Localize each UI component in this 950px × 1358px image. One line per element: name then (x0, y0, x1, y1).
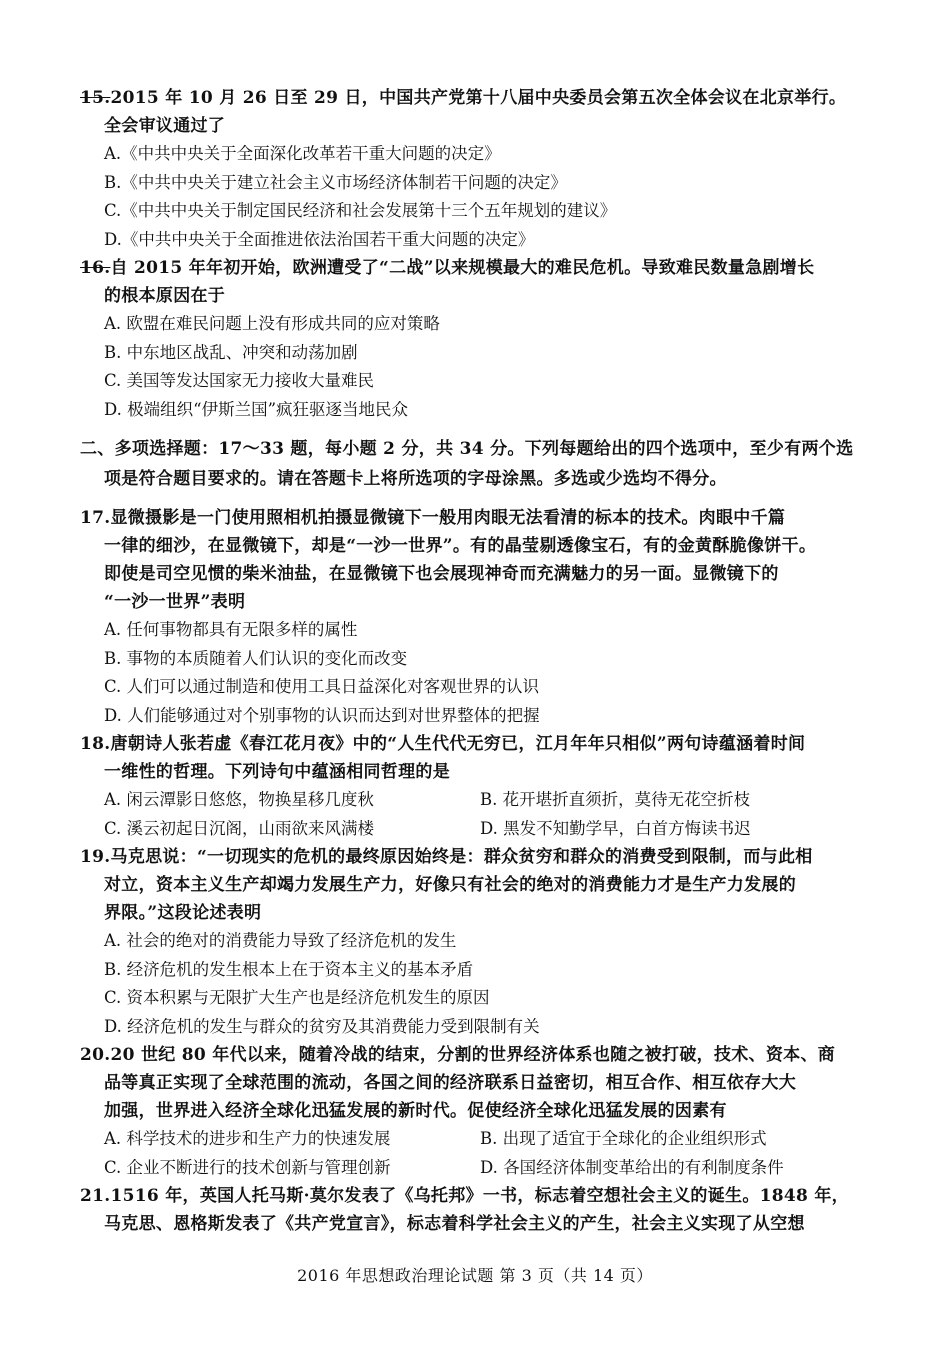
option-d: D. 各国经济体制变革给出的有利制度条件 (480, 1157, 784, 1177)
question-17 (80, 504, 880, 730)
option-b: B. 经济危机的发生根本上在于资本主义的基本矛盾 (104, 959, 474, 979)
question-stem-line: 20.20 世纪 80 年代以来，随着冷战的结束，分割的世界经济体系也随之被打破，技术、资本、商 (80, 1041, 880, 1069)
option-row (80, 786, 880, 815)
option-c: C. 资本积累与无限扩大生产也是经济危机发生的原因 (104, 988, 490, 1007)
question-stem-line: 19.马克思说：“一切现实的危机的最终原因始终是：群众贫穷和群众的消费受到限制，而与此相 (80, 843, 880, 871)
option-c: C. 美国等发达国家无力接收大量难民 (104, 371, 375, 390)
option-c: C. 人们可以通过制造和使用工具日益深化对客观世界的认识 (104, 677, 540, 696)
option-d: D. 黑发不知勤学早，白首方悔读书迟 (480, 818, 751, 838)
option-b: B. 事物的本质随着人们认识的变化而改变 (104, 648, 408, 668)
question-number: 17. (80, 508, 111, 528)
question-number: 19. (80, 847, 111, 867)
question-number: 15. (80, 88, 111, 108)
question-number: 21. (80, 1186, 111, 1206)
question-20 (80, 1041, 880, 1182)
question-stem-line: 马克思、恩格斯发表了《共产党宣言》，标志着科学社会主义的产生，社会主义实现了从空想 (104, 1214, 805, 1234)
option-row (80, 1125, 880, 1154)
option-a: A. 欧盟在难民问题上没有形成共同的应对策略 (104, 314, 440, 333)
question-number: 18. (80, 734, 111, 754)
option-d: D. 经济危机的发生与群众的贫穷及其消费能力受到限制有关 (104, 1016, 540, 1036)
question-19 (80, 843, 880, 1041)
question-stem-line: 一律的细沙，在显微镜下，却是“一沙一世界”。有的晶莹剔透像宝石，有的金黄酥脆像饼干。 (104, 536, 817, 556)
question-15 (80, 84, 880, 254)
option-b: B.《中共中央关于建立社会主义市场经济体制若干问题的决定》 (104, 172, 567, 192)
option-d: D. 人们能够通过对个别事物的认识而达到对世界整体的把握 (104, 705, 540, 725)
question-stem-line: 品等真正实现了全球范围的流动，各国之间的经济联系日益密切，相互合作、相互依存大大 (104, 1073, 796, 1093)
option-b: B. 中东地区战乱、冲突和动荡加剧 (104, 342, 358, 362)
option-d: D.《中共中央关于全面推进依法治国若干重大问题的决定》 (104, 229, 535, 249)
question-stem-line: 加强，世界进入经济全球化迅猛发展的新时代。促使经济全球化迅猛发展的因素有 (104, 1101, 727, 1121)
question-stem-line: 即使是司空见惯的柴米油盐，在显微镜下也会展现神奇而充满魅力的另一面。显微镜下的 (104, 564, 779, 584)
question-stem-line: 17.显微摄影是一门使用照相机拍摄显微镜下一般用肉眼无法看清的标本的技术。肉眼中千篇 (80, 504, 880, 532)
question-stem-line: 的根本原因在于 (104, 286, 226, 306)
question-number: 20. (80, 1045, 111, 1065)
option-row (80, 1154, 880, 1183)
option-a: A. 闲云潭影日悠悠，物换星移几度秋 (104, 790, 374, 809)
question-18 (80, 730, 880, 843)
question-stem-line: 16.自 2015 年年初开始，欧洲遭受了“二战”以来规模最大的难民危机。导致难民数量急剧增长 (80, 254, 880, 282)
option-c: C. 企业不断进行的技术创新与管理创新 (104, 1157, 391, 1177)
question-stem-line: 18.唐朝诗人张若虚《春江花月夜》中的“人生代代无穷已，江月年年只相似”两句诗蕴涵着时间 (80, 730, 880, 758)
question-stem-line: 界限。”这段论述表明 (104, 903, 262, 923)
question-stem-line: 全会审议通过了 (104, 116, 226, 136)
question-stem-line: 一维性的哲理。下列诗句中蕴涵相同哲理的是 (104, 762, 450, 782)
option-d: D. 极端组织“伊斯兰国”疯狂驱逐当地民众 (104, 399, 409, 419)
option-c: C.《中共中央关于制定国民经济和社会发展第十三个五年规划的建议》 (104, 201, 617, 220)
option-c: C. 溪云初起日沉阁，山雨欲来风满楼 (104, 818, 375, 838)
question-stem-line: 对立，资本主义生产却竭力发展生产力，好像只有社会的绝对的消费能力才是生产力发展的 (104, 875, 796, 895)
section-heading-line: 二、多项选择题：17～33 题，每小题 2 分，共 34 分。下列每题给出的四个选项中，至少有两个选 (80, 439, 854, 459)
section-heading-multiple-choice (80, 434, 880, 494)
exam-page-body (80, 84, 880, 1238)
option-b: B. 花开堪折直须折，莫待无花空折枝 (480, 790, 751, 809)
option-a: A. 任何事物都具有无限多样的属性 (104, 620, 358, 639)
question-stem-line: 15.2015 年 10 月 26 日至 29 日，中国共产党第十八届中央委员会第五次全体会议在北京举行。 (80, 84, 880, 112)
question-number: 16. (80, 258, 111, 278)
option-b: B. 出现了适宜于全球化的企业组织形式 (480, 1129, 767, 1148)
question-16 (80, 254, 880, 424)
question-21 (80, 1182, 880, 1238)
section-heading-line: 项是符合题目要求的。请在答题卡上将所选项的字母涂黑。多选或少选均不得分。 (104, 469, 727, 489)
question-stem-line: 21.1516 年，英国人托马斯·莫尔发表了《乌托邦》一书，标志着空想社会主义的诞生。1848 年， (80, 1182, 880, 1210)
page-footer: 2016 年思想政治理论试题 第 3 页（共 14 页） (297, 1266, 653, 1285)
question-stem-line: “一沙一世界”表明 (104, 592, 246, 612)
option-a: A. 社会的绝对的消费能力导致了经济危机的发生 (104, 931, 457, 950)
option-a: A. 科学技术的进步和生产力的快速发展 (104, 1129, 391, 1148)
option-a: A.《中共中央关于全面深化改革若干重大问题的决定》 (104, 144, 501, 163)
option-row (80, 815, 880, 844)
